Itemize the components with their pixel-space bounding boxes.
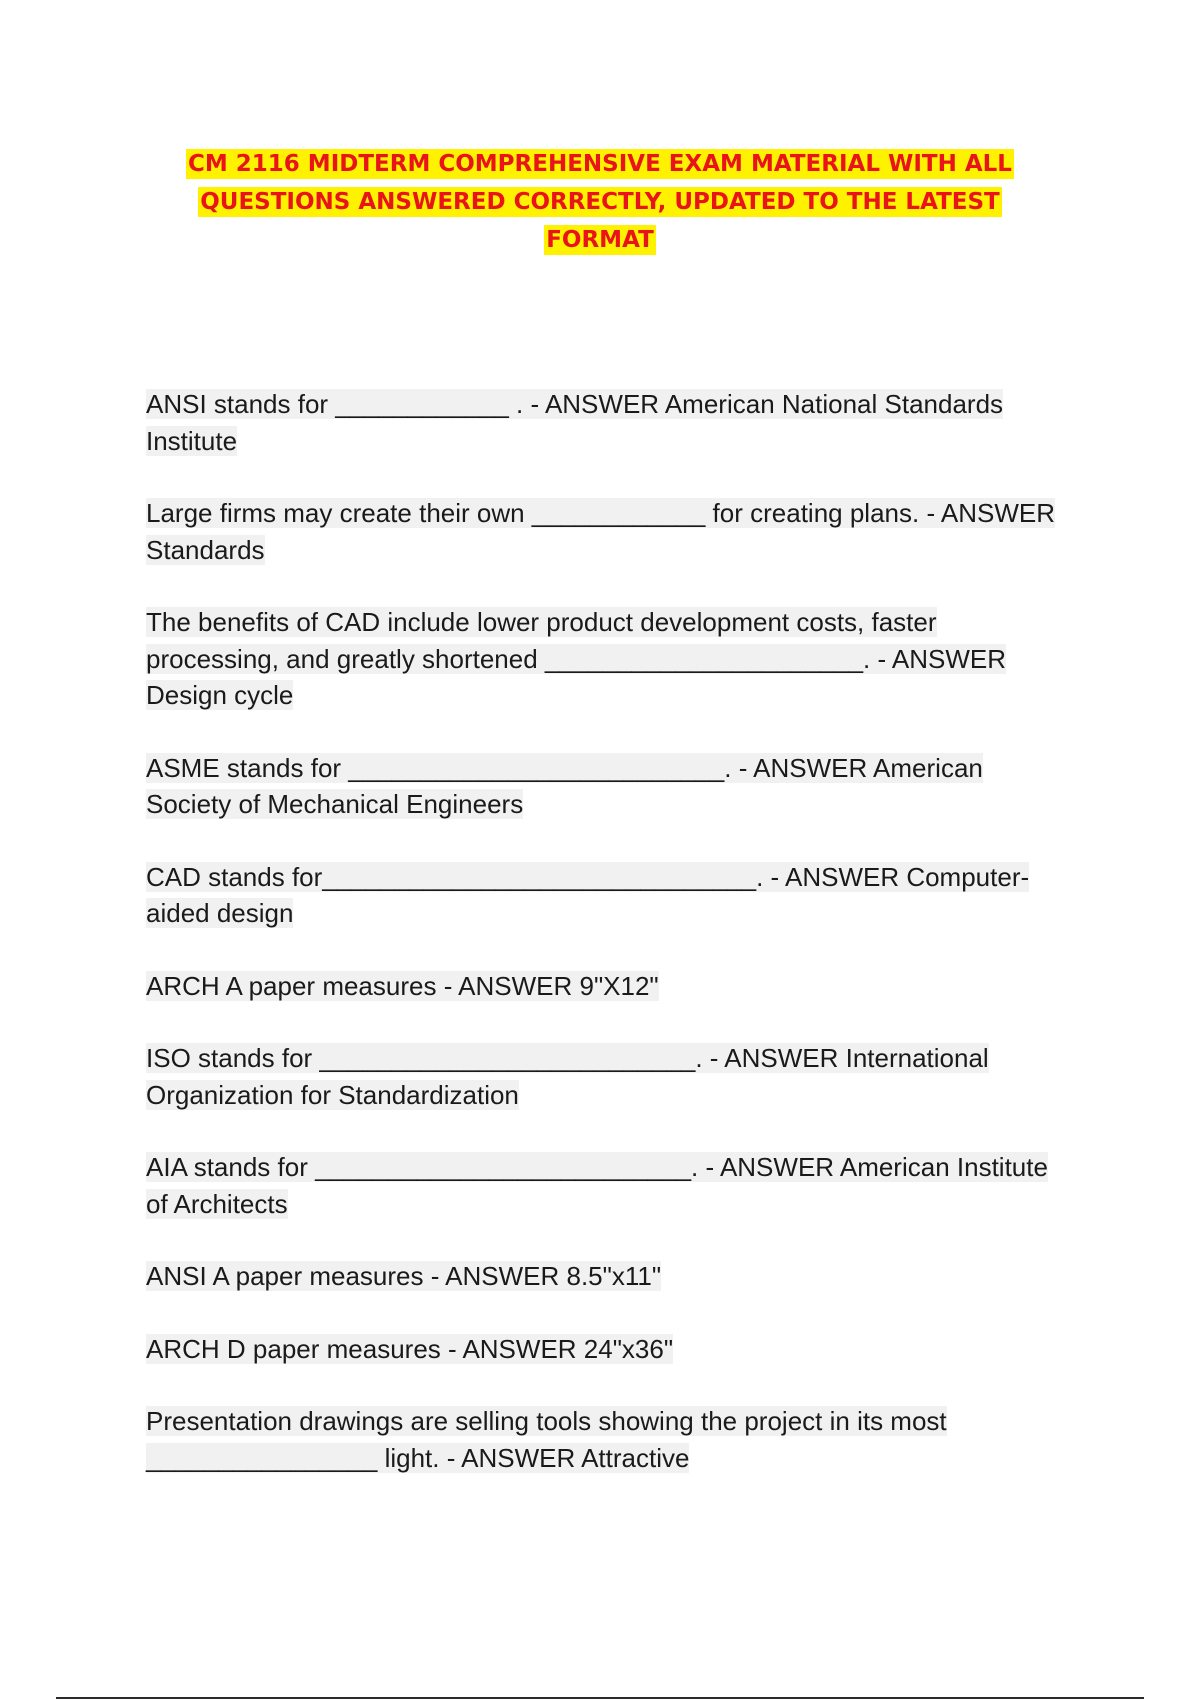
qa-item-aia	[146, 1149, 1056, 1222]
title-line-3: FORMAT	[546, 227, 654, 253]
qa-item-ansi	[146, 386, 1056, 459]
qa-text: ARCH A paper measures - ANSWER 9"X12"	[146, 970, 659, 1001]
qa-item-standards	[146, 495, 1056, 568]
qa-item-presentation	[146, 1403, 1056, 1476]
document-title	[150, 145, 1050, 259]
qa-item-arch-a	[146, 968, 1056, 1005]
qa-text: Presentation drawings are selling tools showing the project in its most ________________ light. - ANSWER Attractive	[146, 1406, 947, 1473]
qa-text: Large firms may create their own ____________ for creating plans. - ANSWER Standards	[146, 498, 1056, 565]
qa-item-cad-benefits	[146, 604, 1056, 714]
footer-divider	[56, 1697, 1144, 1699]
qa-text: CAD stands for______________________________. - ANSWER Computer-aided design	[146, 861, 1030, 928]
qa-text: ANSI A paper measures - ANSWER 8.5"x11"	[146, 1261, 662, 1291]
title-line-2: QUESTIONS ANSWERED CORRECTLY, UPDATED TO THE LATEST	[200, 189, 1000, 215]
qa-text: ASME stands for __________________________. - ANSWER American Society of Mechanical Engineers	[146, 752, 983, 819]
qa-item-arch-d	[146, 1331, 1056, 1368]
qa-text: The benefits of CAD include lower product development costs, faster processing, and greatly shortened ______________________. - ANSWER Design cycle	[146, 607, 1007, 710]
qa-item-ansi-a	[146, 1258, 1056, 1295]
question-answer-list	[146, 386, 1056, 1512]
qa-item-iso	[146, 1040, 1056, 1113]
qa-text: AIA stands for __________________________. - ANSWER American Institute of Architects	[146, 1152, 1048, 1219]
qa-text: ARCH D paper measures - ANSWER 24"x36"	[146, 1333, 674, 1364]
qa-text: ANSI stands for ____________ . - ANSWER American National Standards Institute	[146, 389, 1004, 456]
title-line-1: CM 2116 MIDTERM COMPREHENSIVE EXAM MATERIAL WITH ALL	[188, 151, 1012, 177]
qa-text: ISO stands for __________________________. - ANSWER International Organization for Standardization	[146, 1043, 989, 1110]
qa-item-asme	[146, 750, 1056, 823]
qa-item-cad	[146, 859, 1056, 932]
